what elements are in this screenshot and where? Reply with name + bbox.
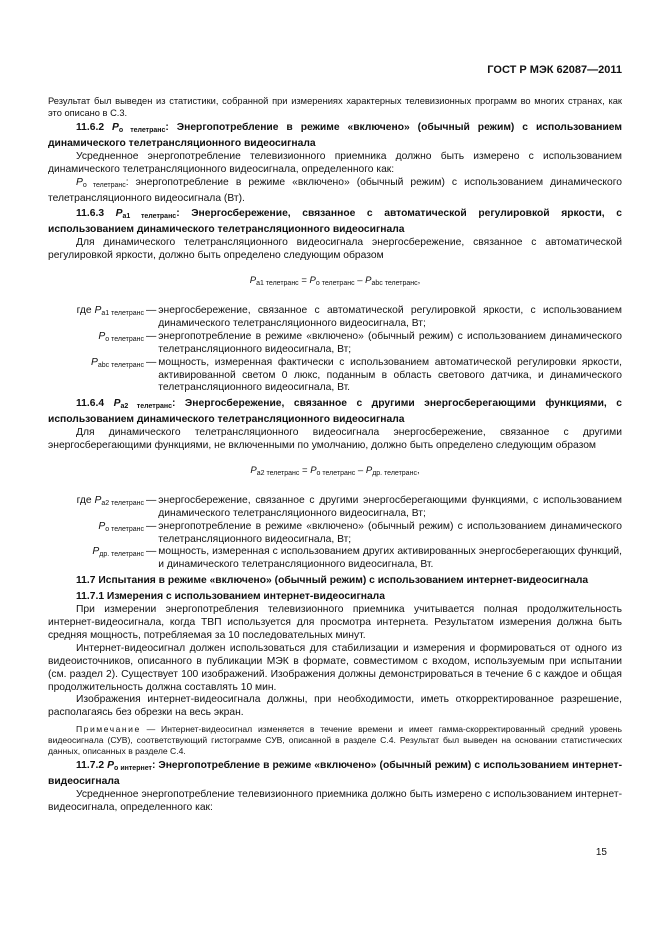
where-label: где <box>76 304 92 316</box>
heading-11-7-2 <box>48 760 622 789</box>
where-item: $P_{o телетранс}$ — энергопотребление в режиме «включено» (обычный режим) с использованием динамического телетрансляционного видеосигнала, Вт; <box>98 330 622 355</box>
symbol-subscript: др. телетранс <box>99 551 144 559</box>
where-text: энергосбережение, связанное с автоматической регулировкой яркости, с использованием динамического телетрансляционного видеосигнала, Вт; <box>158 304 622 329</box>
formula-symbol: P <box>250 464 257 476</box>
formula-subscript: a1 телетранс <box>256 280 299 288</box>
formula-subscript: abc телетранс <box>371 280 418 288</box>
symbol-subscript: o интернет <box>113 765 152 773</box>
paragraph-11-6-4: Для динамического телетрансляционного видеосигнала энергосбережение, связанное с другими энергосберегающими функциями, не включенными по умолчанию, должно быть определено следующим образом <box>48 427 622 452</box>
formula-end: , <box>417 275 421 287</box>
formula-symbol: P <box>310 464 317 476</box>
where-text: энергопотребление в режиме «включено» (обычный режим) с использованием динамического телетрансляционного видеосигнала, Вт; <box>158 520 622 545</box>
symbol: P <box>113 398 121 410</box>
heading-11-6-4 <box>48 398 622 427</box>
symbol: P <box>98 330 106 342</box>
intro-paragraph: Результат был выведен из статистики, собранной при измерениях характерных телевизионных программ во многих странах, как это описано в С.3. <box>48 96 622 118</box>
formula-symbol: P <box>365 275 372 287</box>
symbol-subscript: o телетранс <box>118 127 166 134</box>
formula-subscript: o телетранс <box>315 280 355 288</box>
formula-end: , <box>416 464 420 476</box>
symbol: P <box>92 546 100 558</box>
paragraph-11-7-1-b: Интернет-видеосигнал должен использоваться для стабилизации и измерения и формироваться от одного из видеоисточников, описанного в публикации МЭК в формате, совместимом с входом, используемым при испытании (см. раздел 2). Существует 100 изображений. Изображения должны демонстрироваться в течение 6 с каждое и общая продолжительность должна составлять 10 мин. <box>48 642 622 693</box>
symbol-subscript: a1 телетранс <box>101 309 144 317</box>
definition-text: : энергопотребление в режиме «включено» (обычный режим) с использованием динамического телетрансляционного видеосигнала (Вт). <box>48 176 622 204</box>
document-header: ГОСТ Р МЭК 62087—2011 <box>487 64 622 76</box>
heading-text: : Энергопотребление в режиме «включено» (обычный режим) с использованием интернет-видеосигнала <box>48 760 622 788</box>
where-item: где $P_{a1 телетранс}$ — энергосбережение, связанное с автоматической регулировкой яркости, с использованием динамического телетрансляционного видеосигнала, Вт; <box>76 304 622 329</box>
note-label: Примечание <box>76 724 141 735</box>
where-text: энергопотребление в режиме «включено» (обычный режим) с использованием динамического телетрансляционного видеосигнала, Вт; <box>158 330 622 355</box>
where-text: мощность, измеренная фактически с использованием автоматической регулировки яркости, активированной светом 0 люкс, поданным в область светового датчика, и динамического телетрансляционного видеосигнала, Вт. <box>158 356 622 394</box>
formula-a2 <box>48 465 622 481</box>
note-text: — Интернет-видеосигнал изменяется в течение времени и имеет гамма-скорректированный средний уровень видеосигнала (СУВ), соответствующий гистограмме СУВ, описанной в разделе С.4. Результат был выведен на основании статистических данных, описанных в разделе С.4. <box>48 724 622 757</box>
where-item: $P_{др. телетранс}$ — мощность, измеренная с использованием других активированных энергосберегающих функций, и динамического телетрансляционного видеосигнала, Вт. <box>92 546 622 571</box>
section-number: 11.6.4 <box>76 398 105 410</box>
where-text: мощность, измеренная с использованием других активированных энергосберегающих функций, и динамического телетрансляционного видеосигнала, Вт. <box>158 546 622 571</box>
symbol-subscript: abc телетранс <box>97 361 144 369</box>
symbol: P <box>76 176 83 188</box>
heading-11-7: 11.7 Испытания в режиме «включено» (обычный режим) с использованием интернет-видеосигнала <box>76 575 589 587</box>
heading-text: : Энергосбережение, связанное с автоматической регулировкой яркости, с использованием динамического телетрансляционного видеосигнала <box>48 208 622 236</box>
symbol: P <box>91 356 98 368</box>
symbol-subscript: o телетранс <box>105 525 144 533</box>
where-item: $P_{o телетранс}$ — энергопотребление в режиме «включено» (обычный режим) с использованием динамического телетрансляционного видеосигнала, Вт; <box>98 520 622 545</box>
section-number: 11.7.2 <box>76 760 105 772</box>
formula-subscript: др. телетранс <box>372 469 417 477</box>
symbol: P <box>112 122 119 133</box>
formula-subscript: a2 телетранс <box>256 469 300 477</box>
heading-text: : Энергопотребление в режиме «включено» (обычный режим) с использованием динамического телетрансляционного видеосигнала <box>48 122 622 149</box>
heading-11-7-1: 11.7.1 Измерения с использованием интернет-видеосигнала <box>76 591 385 603</box>
symbol: P <box>115 208 123 220</box>
formula-minus: – <box>354 275 366 287</box>
symbol: P <box>98 520 106 532</box>
section-number: 11.6.3 <box>76 208 105 220</box>
note <box>48 724 622 757</box>
paragraph-11-6-3: Для динамического телетрансляционного видеосигнала энергосбережение, связанное с автоматической регулировкой яркости, должно быть определено следующим образом <box>48 237 622 262</box>
symbol-subscript: a1 телетранс <box>122 213 177 221</box>
symbol: P <box>107 760 114 772</box>
paragraph-11-7-1-a: При измерении энергопотребления телевизионного приемника учитывается полная продолжительность интернет-видеосигнала, когда ТВП используется для просмотра интернета. Результатом измерения должна быть средняя мощность, потребляемая за 10 последовательных минут. <box>48 604 622 641</box>
heading-11-6-3 <box>48 208 622 237</box>
where-label: где <box>76 494 92 506</box>
formula-symbol: P <box>309 275 316 287</box>
symbol-subscript: a2 телетранс <box>120 403 172 411</box>
page-number: 15 <box>595 847 607 858</box>
paragraph-11-7-1-c: Изображения интернет-видеосигнала должны, при необходимости, иметь откорректированное разрешение, располагаясь без обрезки на весь экран. <box>48 694 622 719</box>
symbol-subscript: o телетранс <box>82 181 126 189</box>
heading-11-6-2 <box>48 122 622 151</box>
section-number: 11.6.2 <box>76 122 105 133</box>
formula-subscript: o телетранс <box>316 469 356 477</box>
symbol-subscript: a2 телетранс <box>101 499 144 507</box>
formula-symbol: P <box>365 464 373 476</box>
symbol: P <box>94 304 102 316</box>
paragraph-11-7-2: Усредненное энергопотребление телевизионного приемника должно быть измерено с использованием интернет-видеосигнала, определенного как: <box>48 789 622 813</box>
symbol-subscript: o телетранс <box>105 335 144 343</box>
formula-a1 <box>48 275 622 291</box>
symbol: P <box>94 494 102 506</box>
page-body <box>48 58 622 815</box>
heading-text: : Энергосбережение, связанное с другими энергосберегающими функциями, с использованием динамического телетрансляционного видеосигнала <box>48 398 622 426</box>
formula-equals: = <box>299 464 311 476</box>
where-item: где $P_{a2 телетранс}$ — энергосбережение, связанное с другими энергосберегающими функциями, с использованием динамического телетрансляционного видеосигнала, Вт; <box>76 494 622 519</box>
definition-11-6-2 <box>48 177 622 206</box>
formula-minus: – <box>355 464 366 476</box>
where-text: энергосбережение, связанное с другими энергосберегающими функциями, с использованием динамического телетрансляционного видеосигнала, Вт; <box>158 494 622 519</box>
formula-symbol: P <box>249 275 257 287</box>
where-item: $P_{abc телетранс}$ — мощность, измеренная фактически с использованием автоматической регулировки яркости, активированной светом 0 люкс, поданным в область светового датчика, и динамического телетрансляционного видеосигнала, Вт. <box>91 356 622 394</box>
formula-equals: = <box>298 275 310 287</box>
paragraph-11-6-2: Усредненное энергопотребление телевизионного приемника должно быть измерено с использованием динамического телетрансляционного видеосигнала, определенного как: <box>48 150 622 175</box>
